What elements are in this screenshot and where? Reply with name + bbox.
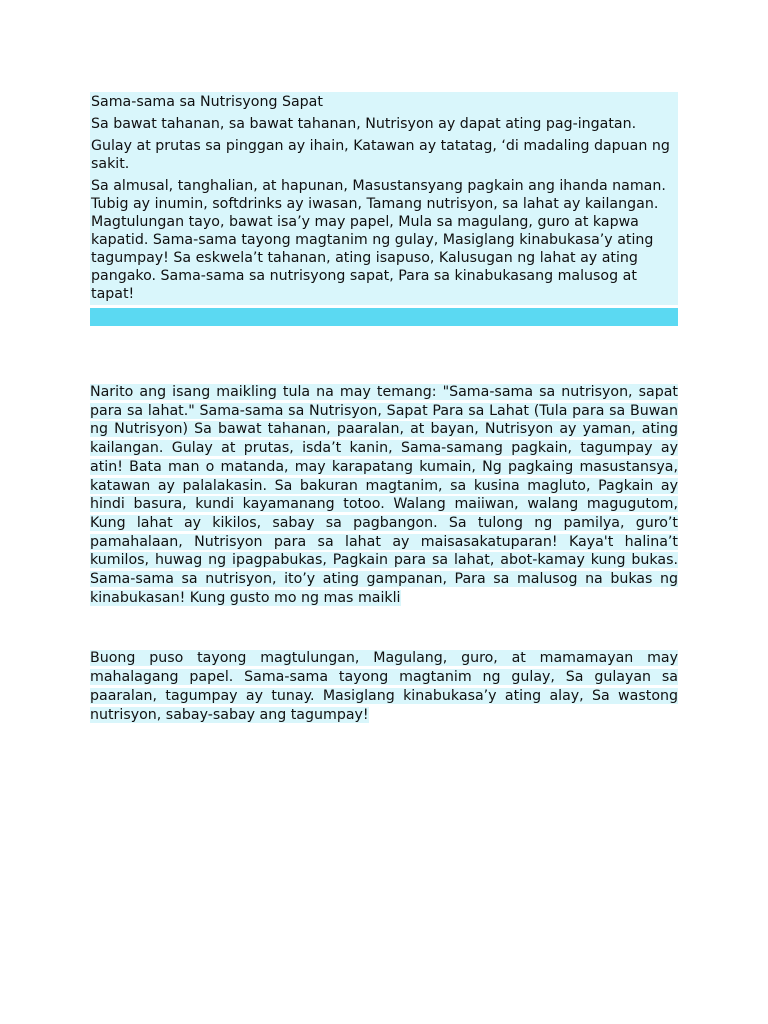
document-page [90,92,678,724]
highlight-bar [90,308,678,326]
body-paragraph-2 [90,649,678,724]
paragraph-text: Narito ang isang maikling tula na may temang: "Sama-sama sa nutrisyon, sapat para sa lahat." Sama-sama sa Nutrisyon, Sapat Para sa Lahat (Tula para sa Buwan ng Nutrisyon) Sa bawat tahanan, paaralan, at bayan, Nutrisyon ay yaman, ating kailangan. Gulay at prutas, isda’t kanin, Sama-samang pagkain, tagumpay ay atin! Bata man o matanda, may karapatang kumain, Ng pagkaing masustansya, katawan ay palalakasin. Sa bakuran magtanim, sa kusina magluto, Pagkain ay hindi basura, kundi kayamanang totoo. Walang maiiwan, walang magugutom, Kung lahat ay kikilos, sabay sa pagbangon. Sa tulong ng pamilya, guro’t pamahalaan, Nutrisyon para sa lahat ay maisasakatuparan! Kaya't halina’t kumilos, huwag ng ipagpabukas, Pagkain para sa lahat, abot-kamay kung bukas. Sama-sama sa nutrisyon, ito’y ating gampanan, Para sa malusog na bukas ng kinabukasan! Kung gusto mo ng mas maikli [90,384,678,606]
poem-box [90,92,678,305]
poem-stanza-1: Sa bawat tahanan, sa bawat tahanan, Nutrisyon ay dapat ating pag-ingatan. [91,116,637,132]
poem-stanza-3: Sa almusal, tanghalian, at hapunan, Masustansyang pagkain ang ihanda naman. Tubig ay inumin, softdrinks ay iwasan, Tamang nutrisyon, sa lahat ay kailangan. Magtulungan tayo, bawat isa’y may papel, Mula sa magulang, guro at kapwa kapatid. Sama-sama tayong magtanim ng gulay, Masiglang kinabukasa’y ating tagumpay! Sa eskwela’t tahanan, ating isapuso, Kalusugan ng lahat ay ating pangako. Sama-sama sa nutrisyong sapat, Para sa kinabukasang malusog at tapat! [91,178,666,302]
body-paragraph-1 [90,383,678,607]
paragraph-text: Buong puso tayong magtulungan, Magulang, guro, at mamamayan may mahalagang papel. Sama-sama tayong magtanim ng gulay, Sa gulayan sa paaralan, tagumpay ay tunay. Masiglang kinabukasa’y ating alay, Sa wastong nutrisyon, sabay-sabay ang tagumpay! [90,650,678,723]
poem-stanza-2: Gulay at prutas sa pinggan ay ihain, Katawan ay tatatag, ‘di madaling dapuan ng sakit. [91,138,670,172]
poem-title: Sama-sama sa Nutrisyong Sapat [91,94,323,110]
